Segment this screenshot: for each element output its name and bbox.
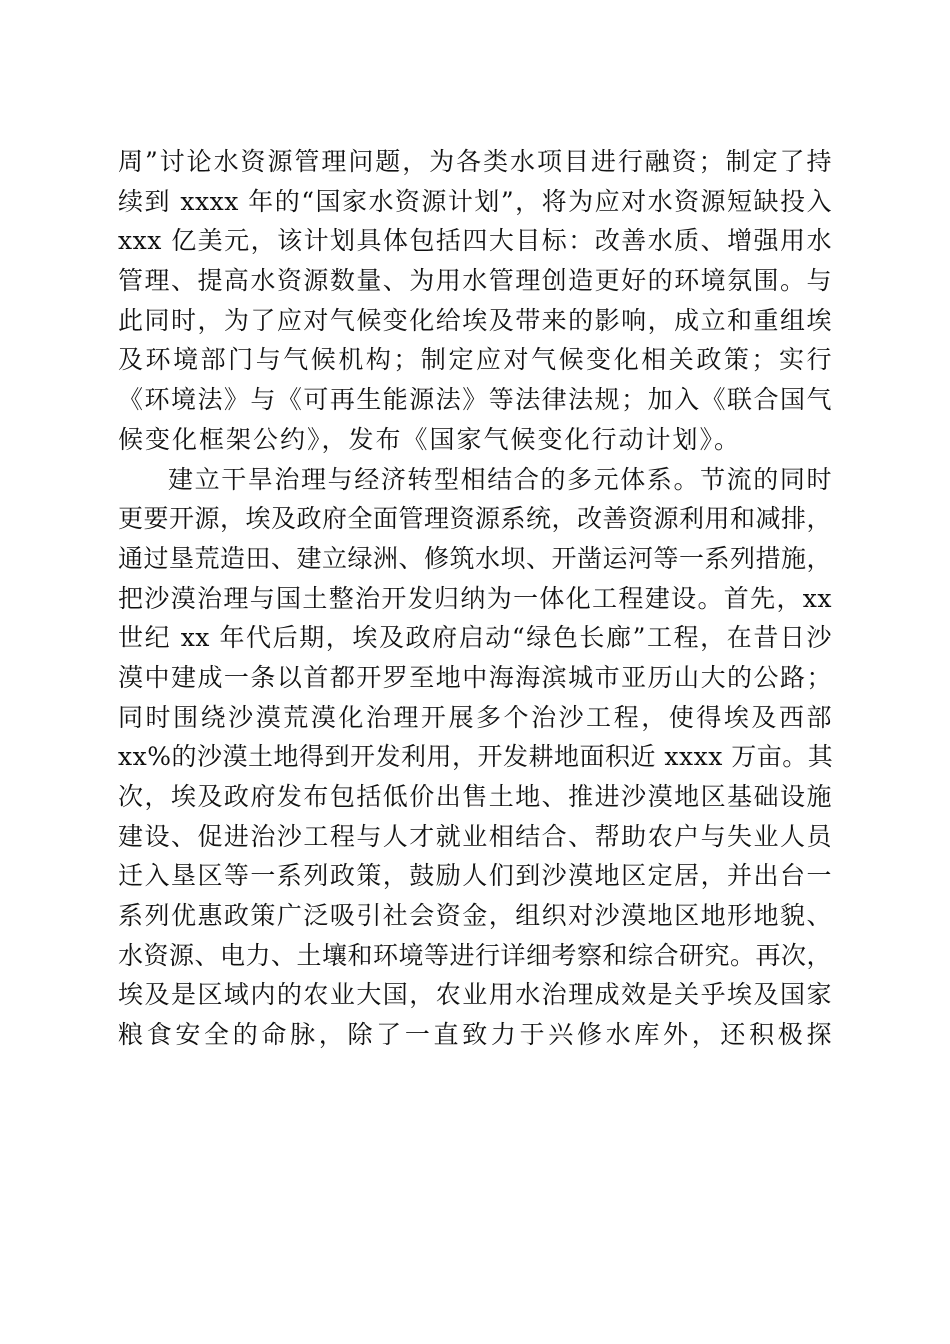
paragraph-1 bbox=[118, 142, 832, 460]
text-line: 建立干旱治理与经济转型相结合的多元体系。节流的同时 bbox=[168, 464, 832, 494]
text-line: 粮食安全的命脉，除了一直致力于兴修水库外，还积极探 bbox=[118, 1020, 832, 1050]
paragraph-2 bbox=[118, 460, 832, 1055]
text-line: xxx 亿美元，该计划具体包括四大目标：改善水质、增强用水 bbox=[118, 226, 832, 256]
text-line: 及环境部门与气候机构；制定应对气候变化相关政策；实行 bbox=[118, 345, 832, 375]
text-line: 管理、提高水资源数量、为用水管理创造更好的环境氛围。与 bbox=[118, 266, 832, 296]
text-line: 《环境法》与《可再生能源法》等法律法规；加入《联合国气 bbox=[118, 385, 832, 415]
text-line: xx%的沙漠土地得到开发利用，开发耕地面积近 xxxx 万亩。其 bbox=[118, 742, 834, 772]
text-line: 水资源、电力、土壤和环境等进行详细考察和综合研究。再次， bbox=[118, 940, 833, 970]
text-line: 漠中建成一条以首都开罗至地中海海滨城市亚历山大的公路； bbox=[118, 662, 832, 692]
text-line: 同时围绕沙漠荒漠化治理开展多个治沙工程，使得埃及西部 bbox=[118, 702, 832, 732]
text-line: 世纪 xx 年代后期，埃及政府启动“绿色长廊”工程，在昔日沙 bbox=[118, 623, 832, 653]
text-line: 建设、促进治沙工程与人才就业相结合、帮助农户与失业人员 bbox=[118, 821, 832, 851]
text-line: 周”讨论水资源管理问题，为各类水项目进行融资；制定了持 bbox=[118, 147, 832, 176]
text-line: 此同时，为了应对气候变化给埃及带来的影响，成立和重组埃 bbox=[118, 305, 832, 335]
text-line: 埃及是区域内的农业大国，农业用水治理成效是关乎埃及国家 bbox=[118, 980, 832, 1010]
text-line: 把沙漠治理与国土整治开发归纳为一体化工程建设。首先，xx bbox=[118, 583, 832, 613]
text-line: 迁入垦区等一系列政策，鼓励人们到沙漠地区定居，并出台一 bbox=[118, 861, 832, 891]
text-line: 续到 xxxx 年的“国家水资源计划”，将为应对水资源短缺投入 bbox=[118, 186, 832, 216]
document-page bbox=[118, 142, 832, 1055]
text-line: 系列优惠政策广泛吸引社会资金，组织对沙漠地区地形地貌、 bbox=[118, 901, 832, 931]
text-line: 更要开源，埃及政府全面管理资源系统，改善资源利用和减排， bbox=[118, 504, 833, 534]
text-line: 通过垦荒造田、建立绿洲、修筑水坝、开凿运河等一系列措施， bbox=[118, 543, 833, 573]
text-line: 次，埃及政府发布包括低价出售土地、推进沙漠地区基础设施 bbox=[118, 782, 832, 811]
text-line: 候变化框架公约》，发布《国家气候变化行动计划》。 bbox=[118, 424, 742, 454]
